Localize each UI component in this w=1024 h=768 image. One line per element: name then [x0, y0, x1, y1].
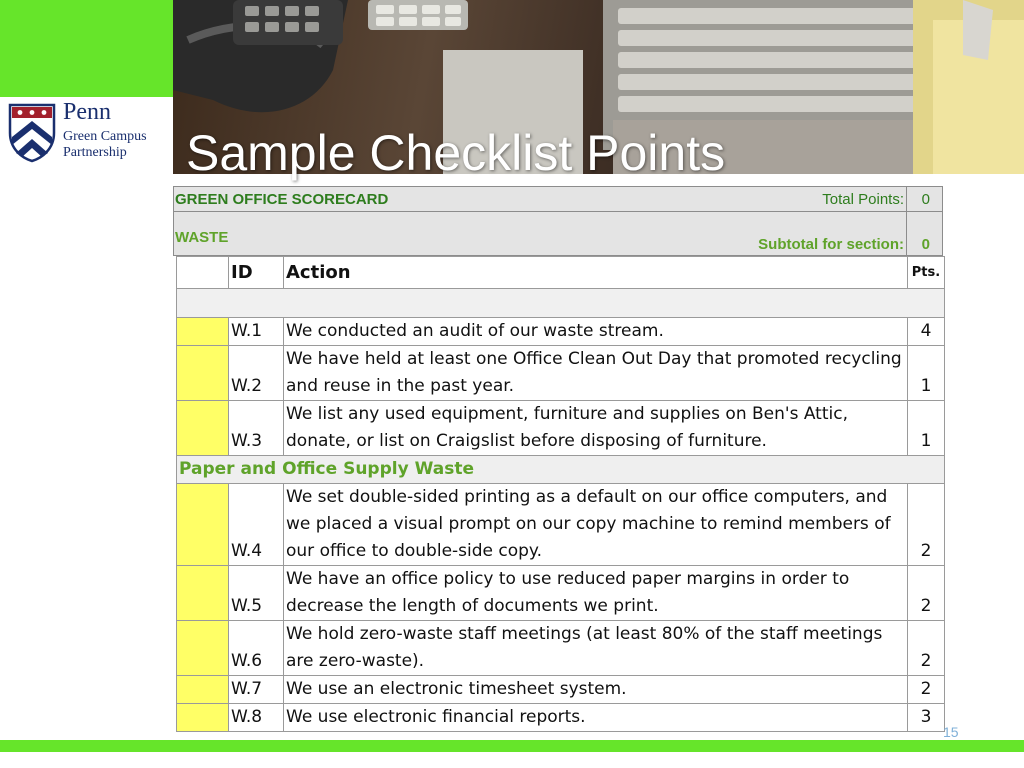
section-name: WASTE	[175, 229, 229, 246]
row-id: W.2	[229, 346, 284, 401]
row-action: We hold zero-waste staff meetings (at least 80% of the staff meetings are zero-waste).	[284, 621, 908, 676]
row-action: We use an electronic timesheet system.	[284, 676, 908, 704]
subtotal-value: 0	[921, 236, 930, 253]
row-points: 2	[908, 566, 945, 621]
row-id: W.3	[229, 401, 284, 456]
logo-line1: Green Campus	[63, 129, 147, 144]
checklist-table	[176, 256, 945, 732]
row-id: W.7	[229, 676, 284, 704]
table-row	[177, 346, 945, 401]
table-header-row	[177, 257, 945, 289]
table-row	[177, 676, 945, 704]
row-id: W.4	[229, 484, 284, 566]
checklist-entry-box[interactable]	[177, 484, 229, 566]
row-action: We use electronic financial reports.	[284, 704, 908, 732]
row-id: W.5	[229, 566, 284, 621]
subtotal-label: Subtotal for section:	[758, 236, 904, 253]
scorecard-header	[173, 186, 943, 256]
row-id: W.1	[229, 318, 284, 346]
table-row	[177, 401, 945, 456]
penn-shield-icon	[8, 103, 56, 163]
checklist-entry-box[interactable]	[177, 566, 229, 621]
header-divider	[174, 211, 942, 212]
table-row	[177, 704, 945, 732]
id-header: ID	[229, 257, 284, 289]
row-id: W.6	[229, 621, 284, 676]
scorecard-name: GREEN OFFICE SCORECARD	[175, 191, 389, 208]
checklist-entry-box[interactable]	[177, 704, 229, 732]
table-row	[177, 484, 945, 566]
points-header: Pts.	[908, 257, 945, 289]
row-action: We have held at least one Office Clean Out Day that promoted recycling and reuse in the past year.	[284, 346, 908, 401]
logo-penn-text: Penn	[63, 99, 111, 125]
row-points: 2	[908, 621, 945, 676]
blank-row	[177, 289, 945, 318]
row-id: W.8	[229, 704, 284, 732]
total-points-value: 0	[921, 191, 930, 208]
subsection-row	[177, 456, 945, 484]
table-row	[177, 318, 945, 346]
table-row	[177, 621, 945, 676]
row-action: We have an office policy to use reduced paper margins in order to decrease the length of documents we print.	[284, 566, 908, 621]
checklist-entry-box[interactable]	[177, 401, 229, 456]
table-row	[177, 566, 945, 621]
row-action: We conducted an audit of our waste stream.	[284, 318, 908, 346]
row-action: We list any used equipment, furniture and supplies on Ben's Attic, donate, or list on Craigslist before disposing of furniture.	[284, 401, 908, 456]
penn-green-campus-logo	[0, 97, 173, 174]
row-points: 2	[908, 676, 945, 704]
checklist-entry-box[interactable]	[177, 676, 229, 704]
row-points: 2	[908, 484, 945, 566]
slide-title: Sample Checklist Points	[186, 125, 726, 181]
checklist-entry-box[interactable]	[177, 346, 229, 401]
checklist-entry-box[interactable]	[177, 621, 229, 676]
row-points: 4	[908, 318, 945, 346]
row-points: 1	[908, 346, 945, 401]
row-points: 3	[908, 704, 945, 732]
action-header: Action	[284, 257, 908, 289]
checkbox-header-cell	[177, 257, 229, 289]
subsection-title: Paper and Office Supply Waste	[177, 456, 945, 484]
row-action: We set double-sided printing as a default on our office computers, and we placed a visual prompt on our copy machine to remind members of our office to double-side copy.	[284, 484, 908, 566]
row-points: 1	[908, 401, 945, 456]
total-points-label: Total Points:	[822, 191, 904, 208]
logo-line2: Partnership	[63, 145, 127, 160]
checklist-entry-box[interactable]	[177, 318, 229, 346]
bottom-green-bar	[0, 740, 1024, 752]
page-number: 15	[943, 724, 959, 740]
blank-cell	[177, 289, 945, 318]
